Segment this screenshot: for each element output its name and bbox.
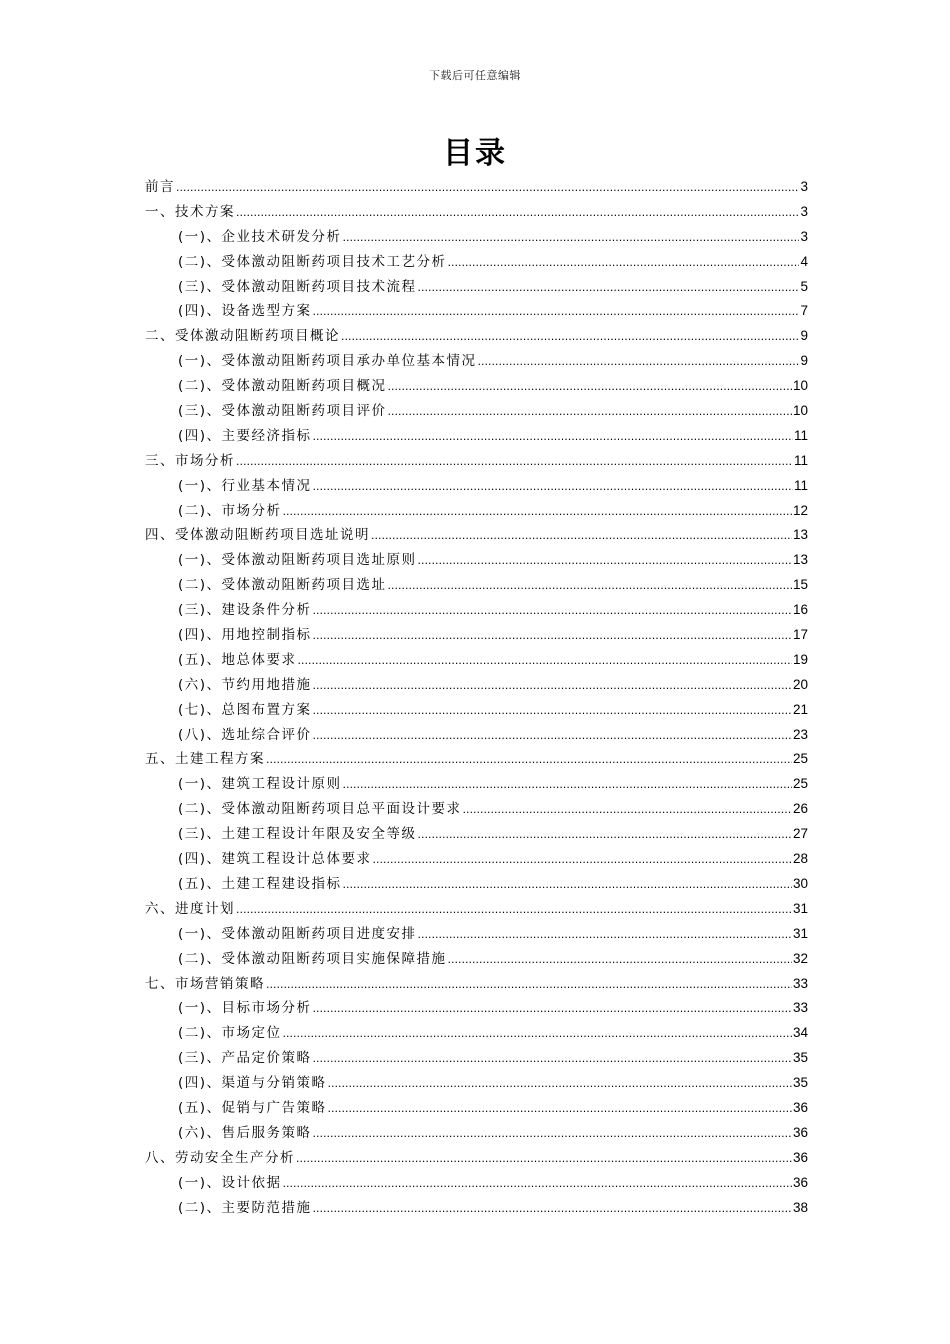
toc-entry-label: (一)、目标市场分析 xyxy=(178,1000,312,1017)
toc-leader-dots xyxy=(236,206,799,219)
toc-leader-dots xyxy=(341,330,799,343)
toc-entry[interactable] xyxy=(145,200,808,225)
toc-entry-page-number: 30 xyxy=(792,875,808,891)
toc-entry[interactable] xyxy=(145,847,808,872)
toc-leader-dots xyxy=(343,878,792,891)
toc-entry-page-number: 28 xyxy=(792,851,808,867)
toc-entry[interactable] xyxy=(145,474,808,499)
toc-entry[interactable] xyxy=(145,598,808,623)
toc-entry-label: (四)、主要经济指标 xyxy=(178,427,312,444)
toc-entry[interactable] xyxy=(145,698,808,723)
toc-entry-page-number: 11 xyxy=(793,427,808,443)
toc-leader-dots xyxy=(313,629,792,642)
toc-entry[interactable] xyxy=(145,399,808,424)
toc-leader-dots xyxy=(236,455,793,468)
toc-entry-page-number: 38 xyxy=(792,1199,808,1215)
toc-leader-dots xyxy=(313,1052,792,1065)
toc-entry[interactable] xyxy=(145,1196,808,1221)
toc-entry[interactable] xyxy=(145,623,808,648)
toc-entry-label: (五)、地总体要求 xyxy=(178,651,297,668)
toc-leader-dots xyxy=(236,903,792,916)
toc-entry[interactable] xyxy=(145,747,808,772)
toc-entry-label: (六)、售后服务策略 xyxy=(178,1124,312,1141)
toc-leader-dots xyxy=(388,380,792,393)
toc-entry-page-number: 36 xyxy=(792,1174,808,1190)
toc-entry-label: (一)、行业基本情况 xyxy=(178,477,312,494)
toc-entry[interactable] xyxy=(145,349,808,374)
toc-entry[interactable] xyxy=(145,822,808,847)
toc-entry-label: 五、土建工程方案 xyxy=(145,751,265,768)
toc-entry-page-number: 10 xyxy=(792,378,808,394)
toc-entry-label: (二)、市场分析 xyxy=(178,502,282,519)
toc-entry-label: (二)、受体激动阻断药项目总平面设计要求 xyxy=(178,801,462,818)
toc-entry-label: (二)、受体激动阻断药项目技术工艺分析 xyxy=(178,253,447,270)
toc-entry-page-number: 16 xyxy=(792,602,808,618)
toc-entry[interactable] xyxy=(145,299,808,324)
toc-entry-page-number: 31 xyxy=(792,925,808,941)
toc-entry-page-number: 13 xyxy=(792,552,808,568)
toc-entry[interactable] xyxy=(145,872,808,897)
toc-entry[interactable] xyxy=(145,573,808,598)
toc-leader-dots xyxy=(283,1027,792,1040)
toc-entry-label: (八)、选址综合评价 xyxy=(178,726,312,743)
toc-leader-dots xyxy=(343,231,800,244)
toc-entry-page-number: 35 xyxy=(792,1075,808,1091)
toc-entry-page-number: 11 xyxy=(793,452,808,468)
toc-entry-label: 六、进度计划 xyxy=(145,900,235,917)
toc-entry-label: (二)、主要防范措施 xyxy=(178,1199,312,1216)
toc-leader-dots xyxy=(418,928,792,941)
toc-leader-dots xyxy=(418,554,792,567)
toc-entry-label: (三)、建设条件分析 xyxy=(178,602,312,619)
toc-entry[interactable] xyxy=(145,424,808,449)
toc-entry[interactable] xyxy=(145,175,808,200)
toc-leader-dots xyxy=(313,430,793,443)
toc-entry[interactable] xyxy=(145,947,808,972)
toc-leader-dots xyxy=(373,853,792,866)
toc-entry-page-number: 34 xyxy=(792,1025,808,1041)
toc-leader-dots xyxy=(313,729,792,742)
toc-entry-page-number: 3 xyxy=(800,228,808,244)
toc-entry-label: (一)、受体激动阻断药项目选址原则 xyxy=(178,552,417,569)
toc-entry[interactable] xyxy=(145,499,808,524)
toc-entry-page-number: 9 xyxy=(800,353,808,369)
toc-entry[interactable] xyxy=(145,723,808,748)
toc-leader-dots xyxy=(283,505,792,518)
toc-entry-label: 七、市场营销策略 xyxy=(145,975,265,992)
toc-entry[interactable] xyxy=(145,1121,808,1146)
toc-leader-dots xyxy=(313,305,800,318)
toc-entry-page-number: 36 xyxy=(792,1124,808,1140)
page-header-note: 下载后可任意编辑 xyxy=(429,69,521,82)
toc-entry-page-number: 32 xyxy=(792,950,808,966)
toc-entry-label: (六)、节约用地措施 xyxy=(178,676,312,693)
toc-entry[interactable] xyxy=(145,1021,808,1046)
toc-leader-dots xyxy=(176,181,799,194)
toc-leader-dots xyxy=(371,529,792,542)
toc-entry-label: (二)、市场定位 xyxy=(178,1025,282,1042)
toc-entry-label: (二)、受体激动阻断药项目实施保障措施 xyxy=(178,950,447,967)
toc-entry-label: (一)、设计依据 xyxy=(178,1174,282,1191)
toc-entry-label: 前言 xyxy=(145,179,175,195)
toc-entry-label: (二)、受体激动阻断药项目选址 xyxy=(178,577,387,594)
table-of-contents xyxy=(145,175,808,1220)
toc-entry-page-number: 5 xyxy=(800,278,808,294)
toc-leader-dots xyxy=(313,1002,792,1015)
toc-leader-dots xyxy=(313,480,793,493)
toc-entry[interactable] xyxy=(145,772,808,797)
toc-entry-page-number: 36 xyxy=(792,1099,808,1115)
toc-entry[interactable] xyxy=(145,324,808,349)
toc-entry-page-number: 10 xyxy=(792,403,808,419)
toc-entry-label: (四)、用地控制指标 xyxy=(178,627,312,644)
toc-entry[interactable] xyxy=(145,523,808,548)
toc-entry[interactable] xyxy=(145,1096,808,1121)
toc-entry[interactable] xyxy=(145,673,808,698)
toc-entry-label: (一)、受体激动阻断药项目承办单位基本情况 xyxy=(178,353,477,370)
toc-entry[interactable] xyxy=(145,1046,808,1071)
toc-entry[interactable] xyxy=(145,996,808,1021)
toc-entry-page-number: 9 xyxy=(800,328,808,344)
toc-entry-page-number: 36 xyxy=(792,1149,808,1165)
toc-entry[interactable] xyxy=(145,225,808,250)
toc-entry[interactable] xyxy=(145,548,808,573)
toc-entry-label: 四、受体激动阻断药项目选址说明 xyxy=(145,527,370,544)
toc-entry[interactable] xyxy=(145,922,808,947)
toc-leader-dots xyxy=(448,953,792,966)
toc-entry-page-number: 3 xyxy=(800,203,808,219)
toc-entry-page-number: 19 xyxy=(792,651,808,667)
toc-entry-page-number: 25 xyxy=(792,751,808,767)
toc-leader-dots xyxy=(448,256,800,269)
toc-leader-dots xyxy=(478,355,800,368)
toc-entry-label: (二)、受体激动阻断药项目概况 xyxy=(178,378,387,395)
toc-entry-page-number: 11 xyxy=(793,477,808,493)
toc-entry-label: 二、受体激动阻断药项目概论 xyxy=(145,328,340,345)
toc-entry-label: 一、技术方案 xyxy=(145,203,235,220)
toc-entry-page-number: 4 xyxy=(800,253,808,269)
toc-entry-label: 八、劳动安全生产分析 xyxy=(145,1149,295,1166)
toc-entry[interactable] xyxy=(145,648,808,673)
toc-entry-label: (四)、渠道与分销策略 xyxy=(178,1075,327,1092)
toc-leader-dots xyxy=(313,704,792,717)
toc-entry[interactable] xyxy=(145,972,808,997)
toc-leader-dots xyxy=(463,803,792,816)
toc-entry-label: (三)、土建工程设计年限及安全等级 xyxy=(178,826,417,843)
toc-entry[interactable] xyxy=(145,275,808,300)
toc-leader-dots xyxy=(313,679,792,692)
toc-entry-label: (三)、受体激动阻断药项目技术流程 xyxy=(178,278,417,295)
toc-entry-page-number: 23 xyxy=(792,726,808,742)
toc-entry-page-number: 31 xyxy=(792,900,808,916)
toc-entry-label: 三、市场分析 xyxy=(145,452,235,469)
toc-leader-dots xyxy=(328,1102,792,1115)
toc-entry-page-number: 12 xyxy=(792,502,808,518)
toc-leader-dots xyxy=(388,579,792,592)
toc-leader-dots xyxy=(313,604,792,617)
toc-entry-page-number: 15 xyxy=(792,577,808,593)
toc-leader-dots xyxy=(266,753,792,766)
toc-entry-label: (一)、企业技术研发分析 xyxy=(178,228,342,245)
toc-entry-label: (一)、建筑工程设计原则 xyxy=(178,776,342,793)
toc-entry[interactable] xyxy=(145,250,808,275)
toc-entry-page-number: 13 xyxy=(792,527,808,543)
toc-leader-dots xyxy=(388,405,792,418)
toc-entry-page-number: 27 xyxy=(792,826,808,842)
toc-entry-page-number: 3 xyxy=(800,179,808,194)
toc-entry-label: (四)、建筑工程设计总体要求 xyxy=(178,851,372,868)
toc-leader-dots xyxy=(313,1127,792,1140)
toc-leader-dots xyxy=(343,778,792,791)
toc-entry-label: (一)、受体激动阻断药项目进度安排 xyxy=(178,925,417,942)
toc-entry-label: (四)、设备选型方案 xyxy=(178,303,312,320)
toc-leader-dots xyxy=(283,1177,792,1190)
toc-entry-page-number: 26 xyxy=(792,801,808,817)
toc-leader-dots xyxy=(266,978,792,991)
toc-entry-page-number: 20 xyxy=(792,676,808,692)
toc-entry-label: (五)、促销与广告策略 xyxy=(178,1099,327,1116)
toc-entry[interactable] xyxy=(145,374,808,399)
toc-entry[interactable] xyxy=(145,1071,808,1096)
toc-entry[interactable] xyxy=(145,1146,808,1171)
toc-entry-label: (三)、产品定价策略 xyxy=(178,1050,312,1067)
toc-leader-dots xyxy=(313,1202,792,1215)
toc-entry[interactable] xyxy=(145,797,808,822)
toc-entry-page-number: 7 xyxy=(800,303,808,319)
toc-entry-page-number: 35 xyxy=(792,1050,808,1066)
toc-entry-page-number: 21 xyxy=(792,701,808,717)
toc-leader-dots xyxy=(298,654,792,667)
toc-leader-dots xyxy=(328,1077,792,1090)
toc-entry-label: (七)、总图布置方案 xyxy=(178,701,312,718)
toc-leader-dots xyxy=(296,1152,792,1165)
toc-leader-dots xyxy=(418,828,792,841)
toc-entry[interactable] xyxy=(145,1171,808,1196)
toc-entry-label: (三)、受体激动阻断药项目评价 xyxy=(178,403,387,420)
toc-entry[interactable] xyxy=(145,897,808,922)
toc-entry-page-number: 33 xyxy=(792,1000,808,1016)
toc-entry[interactable] xyxy=(145,449,808,474)
toc-entry-label: (五)、土建工程建设指标 xyxy=(178,875,342,892)
toc-entry-page-number: 33 xyxy=(792,975,808,991)
toc-leader-dots xyxy=(418,281,800,294)
toc-entry-page-number: 17 xyxy=(792,627,808,643)
toc-entry-page-number: 25 xyxy=(792,776,808,792)
page-title: 目录 xyxy=(443,136,507,171)
